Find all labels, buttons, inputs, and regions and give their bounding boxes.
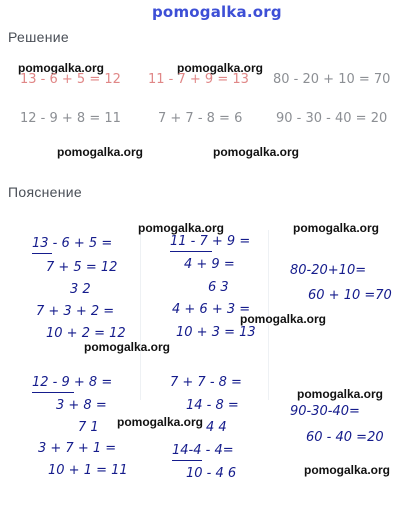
handwritten-line: 14 - 8 =: [186, 398, 239, 413]
watermark: pomogalka.org: [213, 145, 300, 159]
watermark: pomogalka.org: [240, 312, 327, 326]
equation: 12 - 9 + 8 = 11: [20, 111, 121, 126]
equation: 11 - 7 + 9 = 13: [148, 72, 249, 87]
watermark: pomogalka.org: [293, 221, 380, 235]
handwritten-line: 60 + 10 =70: [308, 288, 392, 303]
watermark: pomogalka.org: [297, 387, 384, 401]
handwritten-line: 7 1: [78, 420, 99, 435]
handwritten-line: 10 + 1 = 11: [48, 463, 128, 478]
underline: [32, 392, 74, 393]
watermark: pomogalka.org: [138, 221, 225, 235]
underline: [172, 460, 202, 461]
handwritten-line: 90-30-40=: [290, 404, 360, 419]
handwritten-line: 3 2: [70, 282, 91, 297]
handwritten-line: 13 - 6 + 5 =: [32, 236, 113, 251]
explanation-heading: Пояснение: [8, 184, 82, 200]
handwritten-line: 4 4: [206, 420, 227, 435]
handwritten-line: 14-4 - 4=: [172, 443, 234, 458]
underline: [32, 253, 52, 254]
site-logo[interactable]: pomogalka.org: [152, 3, 282, 21]
watermark: pomogalka.org: [84, 340, 171, 354]
watermark: pomogalka.org: [304, 463, 391, 477]
watermark: pomogalka.org: [57, 145, 144, 159]
handwritten-line: 3 + 7 + 1 =: [38, 441, 117, 456]
watermark: pomogalka.org: [117, 415, 204, 429]
equation: 80 - 20 + 10 = 70: [273, 72, 391, 87]
equation: 90 - 30 - 40 = 20: [276, 111, 388, 126]
handwritten-line: 6 3: [208, 280, 229, 295]
handwritten-line: 3 + 8 =: [56, 398, 107, 413]
underline: [170, 251, 212, 252]
handwritten-line: 11 - 7 + 9 =: [170, 234, 251, 249]
handwritten-line: 10 + 2 = 12: [46, 326, 126, 341]
equation: 13 - 6 + 5 = 12: [20, 72, 121, 87]
watermark: pomogalka.org: [177, 61, 264, 75]
handwritten-line: 7 + 5 = 12: [46, 260, 118, 275]
handwritten-line: 7 + 7 - 8 =: [170, 375, 242, 390]
background-line: [140, 230, 141, 400]
handwritten-line: 7 + 3 + 2 =: [36, 304, 115, 319]
handwritten-line: 4 + 6 + 3 =: [172, 302, 251, 317]
handwritten-line: 12 - 9 + 8 =: [32, 375, 113, 390]
handwritten-line: 60 - 40 =20: [306, 430, 384, 445]
handwritten-line: 80-20+10=: [290, 263, 367, 278]
handwritten-line: 10 - 4 6: [186, 466, 237, 481]
watermark: pomogalka.org: [18, 61, 105, 75]
handwritten-line: 4 + 9 =: [184, 257, 235, 272]
handwritten-line: 10 + 3 = 13: [176, 325, 256, 340]
equation: 7 + 7 - 8 = 6: [158, 111, 243, 126]
solution-heading: Решение: [8, 29, 69, 45]
